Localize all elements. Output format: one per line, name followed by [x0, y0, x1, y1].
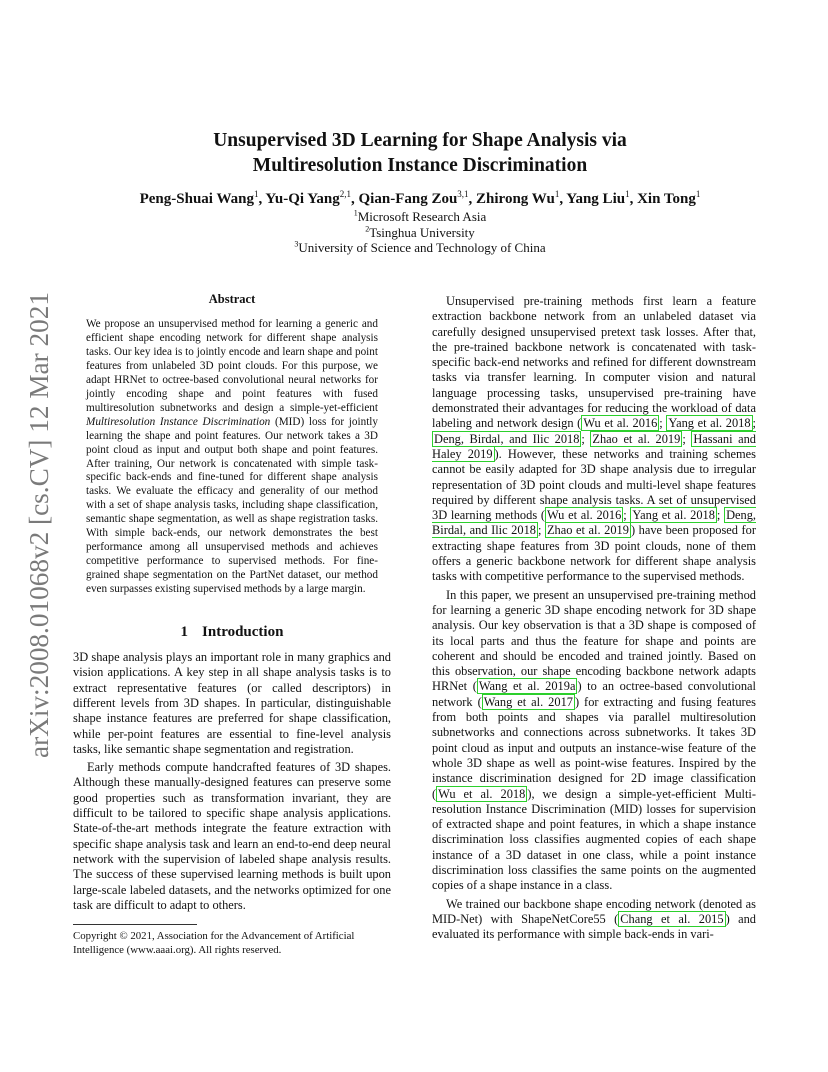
right-paragraph-1: Unsupervised pre-training methods first learn a feature extraction backbone network from an unlabeled dataset via carefully designed unsupervised pretext task losses. After that, the pre-trained backbone network is concatenated with task-specific back-end networks and refined for different downstream tasks via transfer learning. In computer vision and natural language processing tasks, unsupervised pre-training have demonstrated their advantages for reducing the workload of data labeling and network design ( Wu et al. 2016 ; Yang et al. 2018 ; Deng, Birdal, and Ilic 2018 ; Zhao et al. 2019 ; Hassani and Haley 2019 ). However, these networks and training schemes cannot be easily adapted for 3D shape analysis due to irregular representation of 3D point clouds and multi-level shape features required by different shape analysis tasks. A set of unsupervised 3D learning methods ( Wu et al. 2016 ; Yang et al. 2018 ; Deng, Birdal, and Ilic 2018 ; Zhao et al. 2019 ) have been proposed for extracting shape features from 3D point clouds, none of them offers a generic backbone network for different shape analysis tasks with competitive performance to the supervised methods.: [432, 294, 757, 584]
author-affiliation-mark: 3,1: [457, 189, 469, 199]
author-name: Yang Liu: [566, 191, 626, 207]
arxiv-identifier: [22, 290, 56, 760]
intro-paragraph-2: Early methods compute handcrafted features of 3D shapes. Although these manually-designed features can preserve some good properties such as transformation invariant, they are difficult to be tailored to specific shape analysis applications. State-of-the-art methods integrate the feature extraction with specific shape analysis task and learn an end-to-end deep neural network with the supervision of labeled shape analysis results. The success of these supervised learning methods is built upon large-scale labeled datasets, and the networks optimized for one task are difficult to adapt to others.: [73, 760, 391, 912]
author-name: Zhirong Wu: [476, 191, 555, 207]
section-heading-introduction: [73, 624, 391, 641]
author-affiliation-mark: 1: [554, 189, 560, 199]
citation-link[interactable]: Wu et al. 2016: [546, 508, 622, 523]
citation-link[interactable]: Wang et al. 2019a: [478, 679, 576, 694]
citation-link[interactable]: Wu et al. 2016: [583, 416, 658, 431]
citation-link[interactable]: Yang et al. 2018: [632, 508, 715, 523]
author-affiliation-mark: 1: [695, 189, 701, 199]
citation-link[interactable]: Chang et al. 2015: [620, 911, 724, 926]
title-line-2: Multiresolution Instance Discrimination: [252, 155, 588, 176]
abstract-text: We propose an unsupervised method for learning a generic and efficient shape encoding network for different shape analysis tasks. Our key idea is to jointly encode and learn shape and point features from unlabeled 3D point clouds. For this purpose, we adapt HRNet to octree-based convolutional neural networks for jointly encoding shape and point features with fused multiresolution subnetworks and design a simple-yet-efficient Multiresolution Instance Discrimination (MID) loss for jointly learning the shape and point features. Our network takes a 3D point cloud as input and output both shape and point features. After training, Our network is concatenated with simple task-specific back-ends and fine-tuned for different shape analysis tasks. We evaluate the efficacy and generality of our method with a set of shape analysis tasks, including shape classification, semantic shape segmentation, as well as shape registration tasks. With simple back-ends, our network demonstrates the best performance among all unsupervised methods and achieves competitive performance to supervised methods. For fine-grained shape segmentation on the PartNet dataset, our method even surpasses existing supervised methods by a large margin.: [86, 318, 379, 596]
author-name: Peng-Shuai Wang: [139, 191, 254, 207]
paper-title: [80, 128, 760, 178]
right-paragraph-3: We trained our backbone shape encoding network (denoted as MID-Net) with ShapeNetCore55 ( Chang et al. 2015 ) and evaluated its performance with simple back-ends in vari-: [432, 896, 756, 942]
affiliation-2: $^2$Tsinghua University: [365, 224, 475, 240]
citation-link[interactable]: Wang et al. 2017: [483, 694, 573, 709]
citation-link[interactable]: Deng, Birdal, and Ilic 2018: [432, 508, 756, 538]
section-number: 1: [180, 624, 189, 641]
author-name: Xin Tong: [637, 191, 696, 207]
footnote-rule: [73, 924, 197, 925]
abstract-italic-term: Multiresolution Instance Discrimination: [86, 415, 271, 428]
section-title: Introduction: [202, 624, 284, 641]
arxiv-id-text: arXiv:2008.01068v2 [cs.CV] 12 Mar 2021: [24, 296, 54, 758]
author-affiliation-mark: 1: [253, 189, 259, 199]
title-line-1: Unsupervised 3D Learning for Shape Analysis via: [213, 130, 627, 151]
citation-link[interactable]: Hassani and Haley 2019: [432, 431, 757, 461]
author-list: Peng-Shuai Wang$^1$, Yu-Qi Yang$^{2,1}$, Qian-Fang Zou$^{3,1}$, Zhirong Wu$^1$, Yang Liu$^1$, Xin Tong$^1$: [139, 189, 701, 207]
author-name: Yu-Qi Yang: [265, 191, 340, 207]
author-affiliation-mark: 2,1: [339, 189, 352, 199]
intro-paragraph-1: 3D shape analysis plays an important role in many graphics and vision applications. A key step in all shape analysis tasks is to extract representative features (or called descriptors) in different levels from 3D shapes. In particular, distinguishable shape instance features are preferred for shape classification, while per-point features are essential to fine-level analysis tasks, like semantic shape segmentation and registration.: [73, 650, 391, 756]
citation-link[interactable]: Zhao et al. 2019: [546, 523, 629, 538]
citation-link[interactable]: Yang et al. 2018: [668, 416, 751, 431]
citation-link[interactable]: Wu et al. 2018: [438, 786, 526, 801]
affiliation-1: $^1$Microsoft Research Asia: [353, 208, 487, 224]
left-column: [73, 292, 391, 957]
title-block: [80, 128, 760, 256]
affiliation-3: $^3$University of Science and Technology of China: [294, 239, 546, 255]
abstract-heading: Abstract: [208, 292, 256, 306]
citation-link[interactable]: Deng, Birdal, and Ilic 2018: [434, 431, 580, 446]
author-affiliation-mark: 1: [625, 189, 630, 199]
author-name: Qian-Fang Zou: [358, 191, 458, 207]
right-column: [432, 294, 756, 942]
citation-link[interactable]: Zhao et al. 2019: [592, 431, 681, 446]
copyright-footnote: Copyright © 2021, Association for the Advancement of Artificial Intelligence (www.aaai.org). All rights reserved.: [73, 930, 355, 956]
right-paragraph-2: In this paper, we present an unsupervised pre-training method for learning a generic 3D shape encoding network for 3D shape analysis. Our key observation is that a 3D shape is composed of its local parts and thus the feature for shape and points are coherent and should be encoded and trained jointly. Based on this observation, our shape encoding backbone network adapts HRNet ( Wang et al. 2019a ) to an octree-based convolutional network ( Wang et al. 2017 ) for extracting and fusing features from both points and shapes via parallel multiresolution subnetworks and connections across subnetworks. It takes 3D point cloud as input and outputs an instance-wise feature of the whole 3D shape as well as point-wise features. Inspired by the instance discrimination designed for 2D image classification ( Wu et al. 2018 ), we design a simple-yet-efficient Multi-resolution Instance Discrimination (MID) losses for supervision of extracted shape and point features, in which a shape instance discrimination loss classifies augmented copies of each shape instance of a 3D dataset in one class, while a point instance discrimination loss classifies the same points on the augmented copies of a shape instance in a class.: [432, 587, 757, 893]
